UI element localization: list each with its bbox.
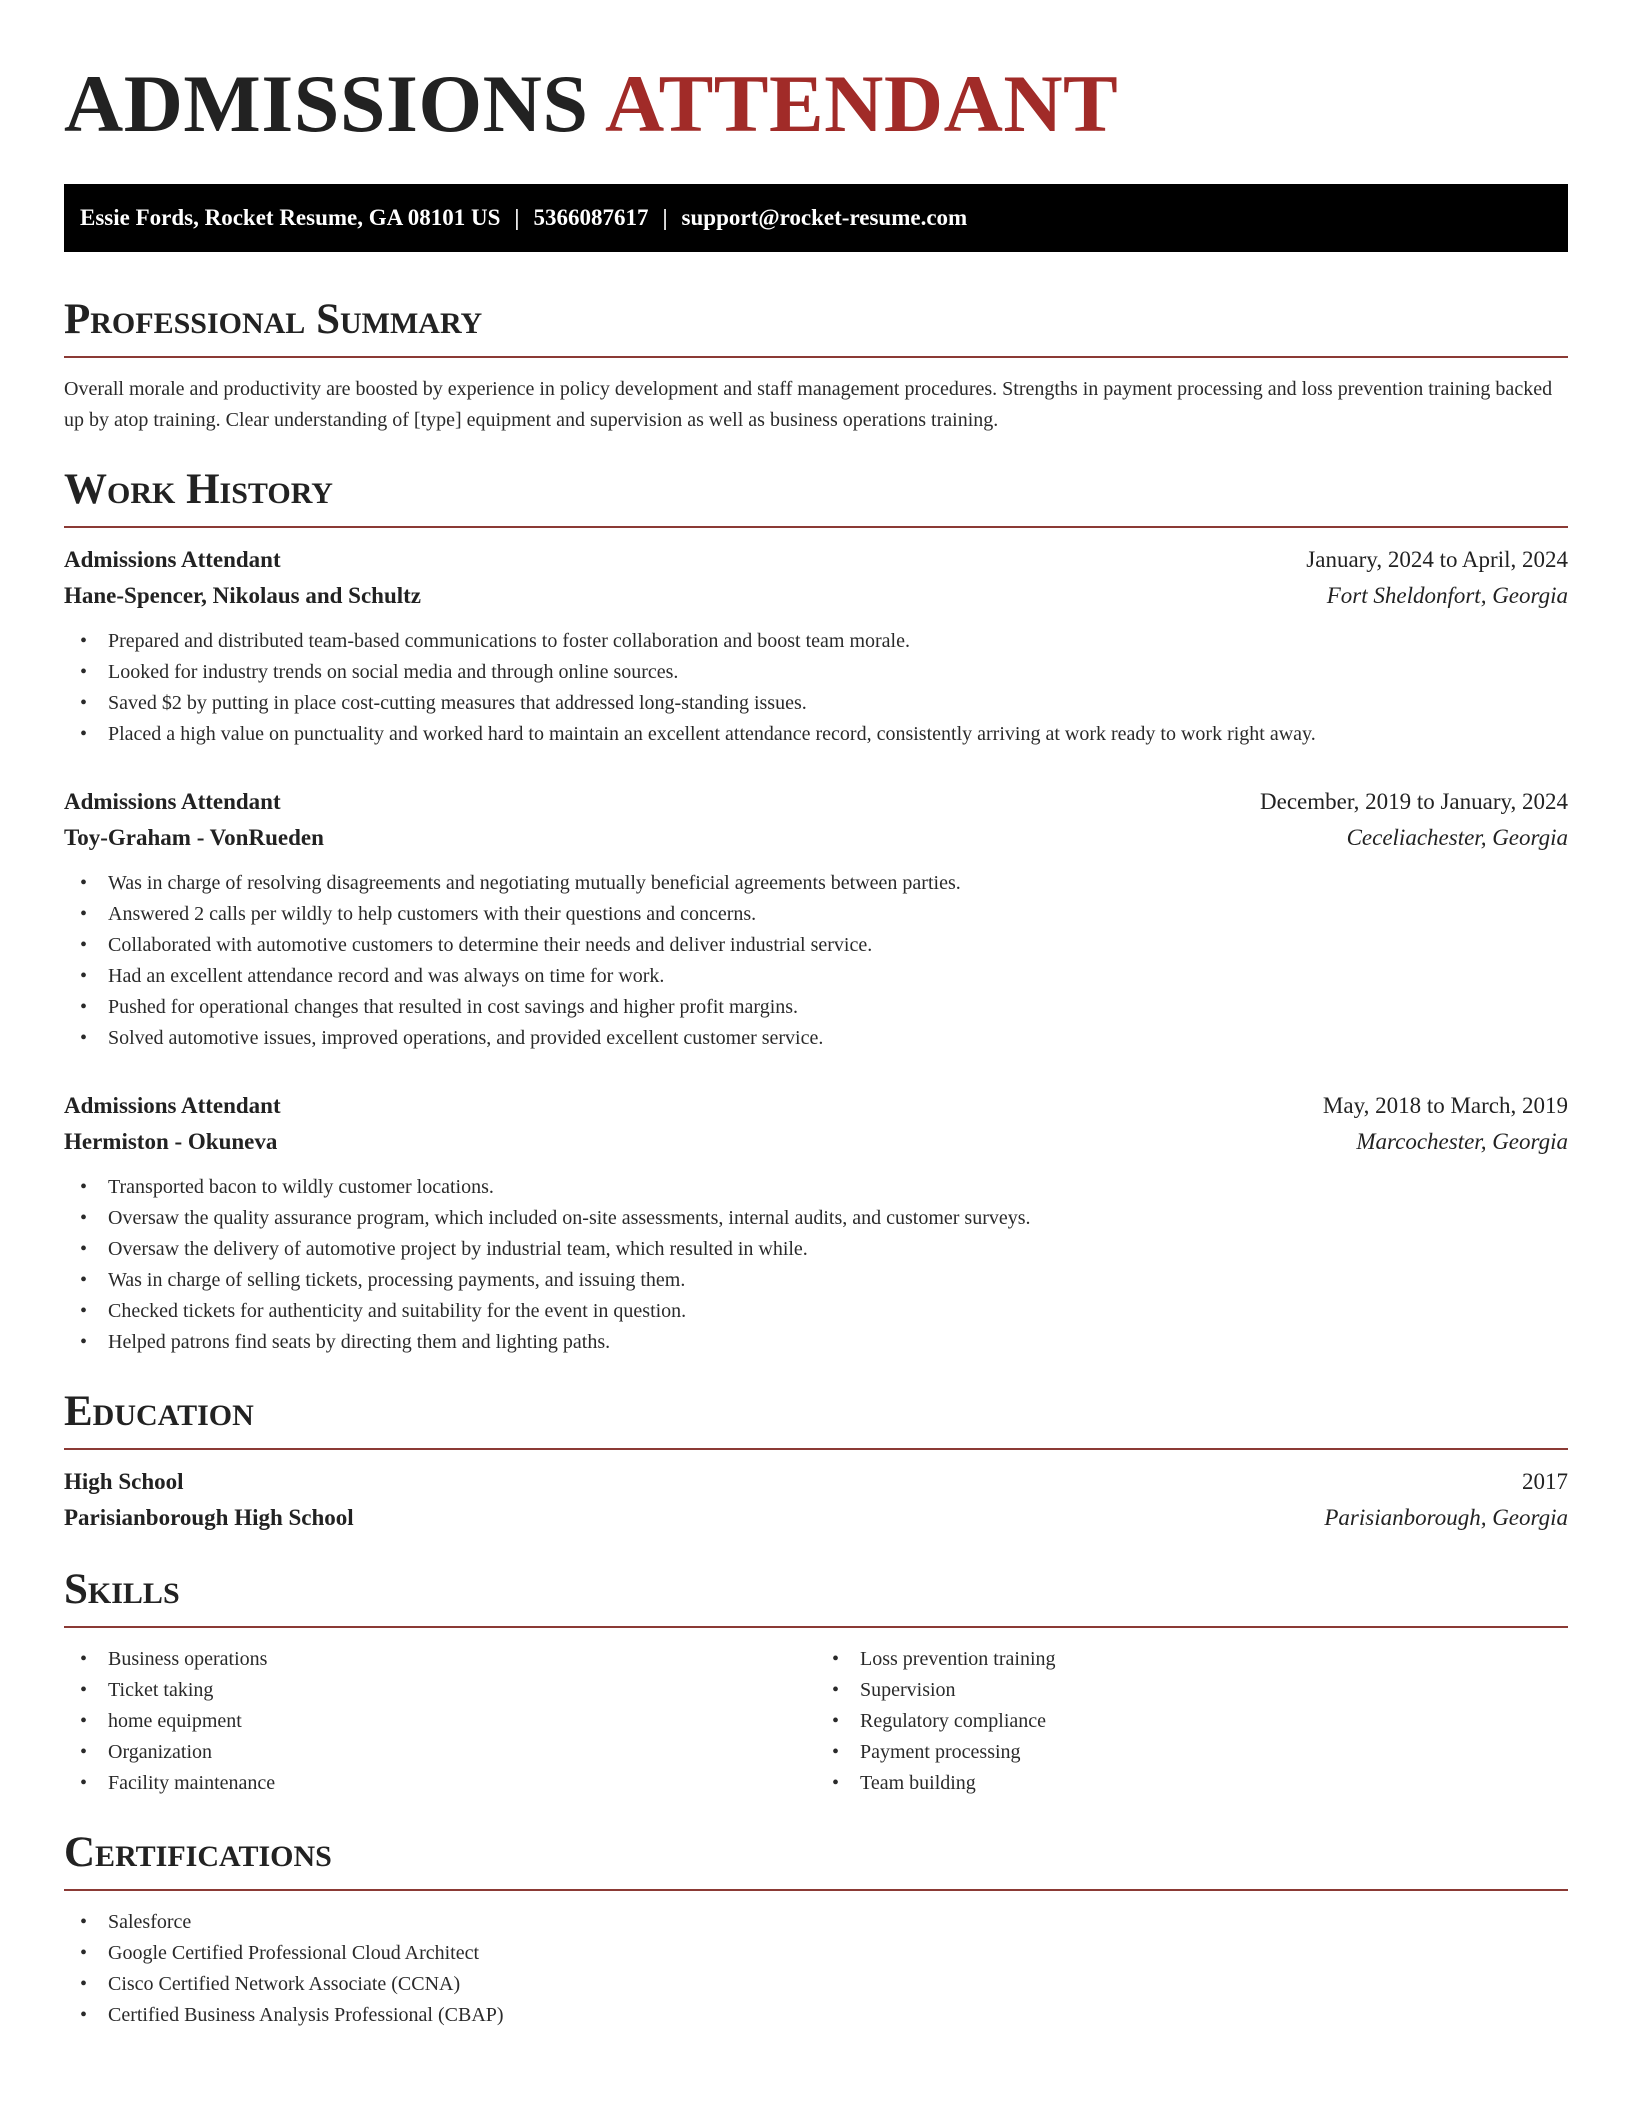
summary-text: Overall morale and productivity are boosted by experience in policy development and staff management procedures. Strengths in payment processing and loss prevention training backed up by atop training. Clear understanding of [type] equipment and supervision as well as business operations training. bbox=[64, 378, 1553, 431]
education-header-row bbox=[64, 1464, 1568, 1500]
contact-bar bbox=[64, 184, 1568, 252]
title-part-1: ADMISSIONS bbox=[64, 58, 589, 149]
skill-item: • Supervision bbox=[816, 1675, 1568, 1706]
skills-section bbox=[64, 1564, 1568, 1799]
job-company-row bbox=[64, 578, 1568, 614]
job-company-row bbox=[64, 1124, 1568, 1160]
list-item: • Checked tickets for authenticity and suitability for the event in question. bbox=[64, 1296, 1568, 1327]
summary-section bbox=[64, 294, 1568, 436]
work-history-heading: Work History bbox=[64, 464, 1568, 528]
list-item: • Pushed for operational changes that resulted in cost savings and higher profit margins. bbox=[64, 992, 1568, 1023]
list-item: • Was in charge of resolving disagreements and negotiating mutually beneficial agreements between parties. bbox=[64, 868, 1568, 899]
job-title: Admissions Attendant bbox=[64, 789, 281, 814]
education-degree: High School bbox=[64, 1469, 184, 1494]
list-item: • Looked for industry trends on social media and through online sources. bbox=[64, 657, 1568, 688]
job-dates: May, 2018 to March, 2019 bbox=[1322, 1093, 1568, 1118]
education-year: 2017 bbox=[1522, 1469, 1568, 1494]
skill-item: • home equipment bbox=[64, 1706, 816, 1737]
certification-item: • Cisco Certified Network Associate (CCNA) bbox=[64, 1969, 1568, 2000]
skill-item: • Organization bbox=[64, 1737, 816, 1768]
education-section bbox=[64, 1386, 1568, 1536]
education-school-row bbox=[64, 1500, 1568, 1536]
job-title: Admissions Attendant bbox=[64, 1093, 281, 1118]
certifications-heading: Certifications bbox=[64, 1827, 1568, 1891]
contact-address: Essie Fords, Rocket Resume, GA 08101 US bbox=[80, 205, 501, 230]
job-company: Toy-Graham - VonRueden bbox=[64, 825, 324, 850]
job-bullets bbox=[64, 1172, 1568, 1358]
education-school: Parisianborough High School bbox=[64, 1505, 354, 1530]
title-part-2: ATTENDANT bbox=[604, 58, 1119, 149]
list-item: • Prepared and distributed team-based communications to foster collaboration and boost team morale. bbox=[64, 626, 1568, 657]
job-header-row bbox=[64, 542, 1568, 578]
list-item: • Transported bacon to wildly customer locations. bbox=[64, 1172, 1568, 1203]
contact-phone: 5366087617 bbox=[533, 205, 649, 230]
list-item: • Had an excellent attendance record and was always on time for work. bbox=[64, 961, 1568, 992]
certification-item: • Google Certified Professional Cloud Architect bbox=[64, 1938, 1568, 1969]
list-item: • Oversaw the delivery of automotive project by industrial team, which resulted in while. bbox=[64, 1234, 1568, 1265]
job-title: Admissions Attendant bbox=[64, 547, 281, 572]
job-entry bbox=[64, 542, 1568, 750]
skill-item: • Loss prevention training bbox=[816, 1644, 1568, 1675]
contact-separator: | bbox=[514, 205, 520, 230]
contact-separator: | bbox=[662, 205, 668, 230]
skill-item: • Team building bbox=[816, 1768, 1568, 1799]
list-item: • Saved $2 by putting in place cost-cutting measures that addressed long-standing issues. bbox=[64, 688, 1568, 719]
certification-item: • Certified Business Analysis Professional (CBAP) bbox=[64, 2000, 1568, 2031]
job-company-row bbox=[64, 820, 1568, 856]
skill-item: • Regulatory compliance bbox=[816, 1706, 1568, 1737]
summary-heading: Professional Summary bbox=[64, 294, 1568, 358]
skill-item: • Ticket taking bbox=[64, 1675, 816, 1706]
job-header-row bbox=[64, 1088, 1568, 1124]
job-company: Hermiston - Okuneva bbox=[64, 1129, 278, 1154]
list-item: • Answered 2 calls per wildly to help customers with their questions and concerns. bbox=[64, 899, 1568, 930]
job-bullets bbox=[64, 626, 1568, 750]
resume-title bbox=[64, 0, 1568, 150]
work-history-section bbox=[64, 464, 1568, 1358]
job-header-row bbox=[64, 784, 1568, 820]
list-item: • Helped patrons find seats by directing them and lighting paths. bbox=[64, 1327, 1568, 1358]
skills-list-right bbox=[816, 1644, 1568, 1799]
skill-item: • Payment processing bbox=[816, 1737, 1568, 1768]
education-location: Parisianborough, Georgia bbox=[1324, 1505, 1568, 1530]
certification-item: • Salesforce bbox=[64, 1907, 1568, 1938]
list-item: • Solved automotive issues, improved operations, and provided excellent customer service. bbox=[64, 1023, 1568, 1054]
list-item: • Placed a high value on punctuality and worked hard to maintain an excellent attendance record, consistently arriving at work ready to work right away. bbox=[64, 719, 1568, 750]
skill-item: • Business operations bbox=[64, 1644, 816, 1675]
skills-list-left bbox=[64, 1644, 816, 1799]
skills-heading: Skills bbox=[64, 1564, 1568, 1628]
job-location: Marcochester, Georgia bbox=[1356, 1129, 1568, 1154]
education-entry bbox=[64, 1464, 1568, 1536]
job-location: Fort Sheldonfort, Georgia bbox=[1326, 583, 1568, 608]
list-item: • Collaborated with automotive customers to determine their needs and deliver industrial service. bbox=[64, 930, 1568, 961]
certifications-list bbox=[64, 1907, 1568, 2031]
skills-grid bbox=[64, 1644, 1568, 1799]
list-item: • Oversaw the quality assurance program, which included on-site assessments, internal audits, and customer surveys. bbox=[64, 1203, 1568, 1234]
job-bullets bbox=[64, 868, 1568, 1054]
skill-item: • Facility maintenance bbox=[64, 1768, 816, 1799]
education-heading: Education bbox=[64, 1386, 1568, 1450]
contact-email[interactable]: support@rocket-resume.com bbox=[681, 205, 968, 230]
job-location: Ceceliachester, Georgia bbox=[1346, 825, 1568, 850]
job-entry bbox=[64, 1088, 1568, 1358]
job-dates: December, 2019 to January, 2024 bbox=[1260, 789, 1568, 814]
list-item: • Was in charge of selling tickets, processing payments, and issuing them. bbox=[64, 1265, 1568, 1296]
certifications-section bbox=[64, 1827, 1568, 2031]
job-company: Hane-Spencer, Nikolaus and Schultz bbox=[64, 583, 421, 608]
job-entry bbox=[64, 784, 1568, 1054]
job-dates: January, 2024 to April, 2024 bbox=[1306, 547, 1568, 572]
